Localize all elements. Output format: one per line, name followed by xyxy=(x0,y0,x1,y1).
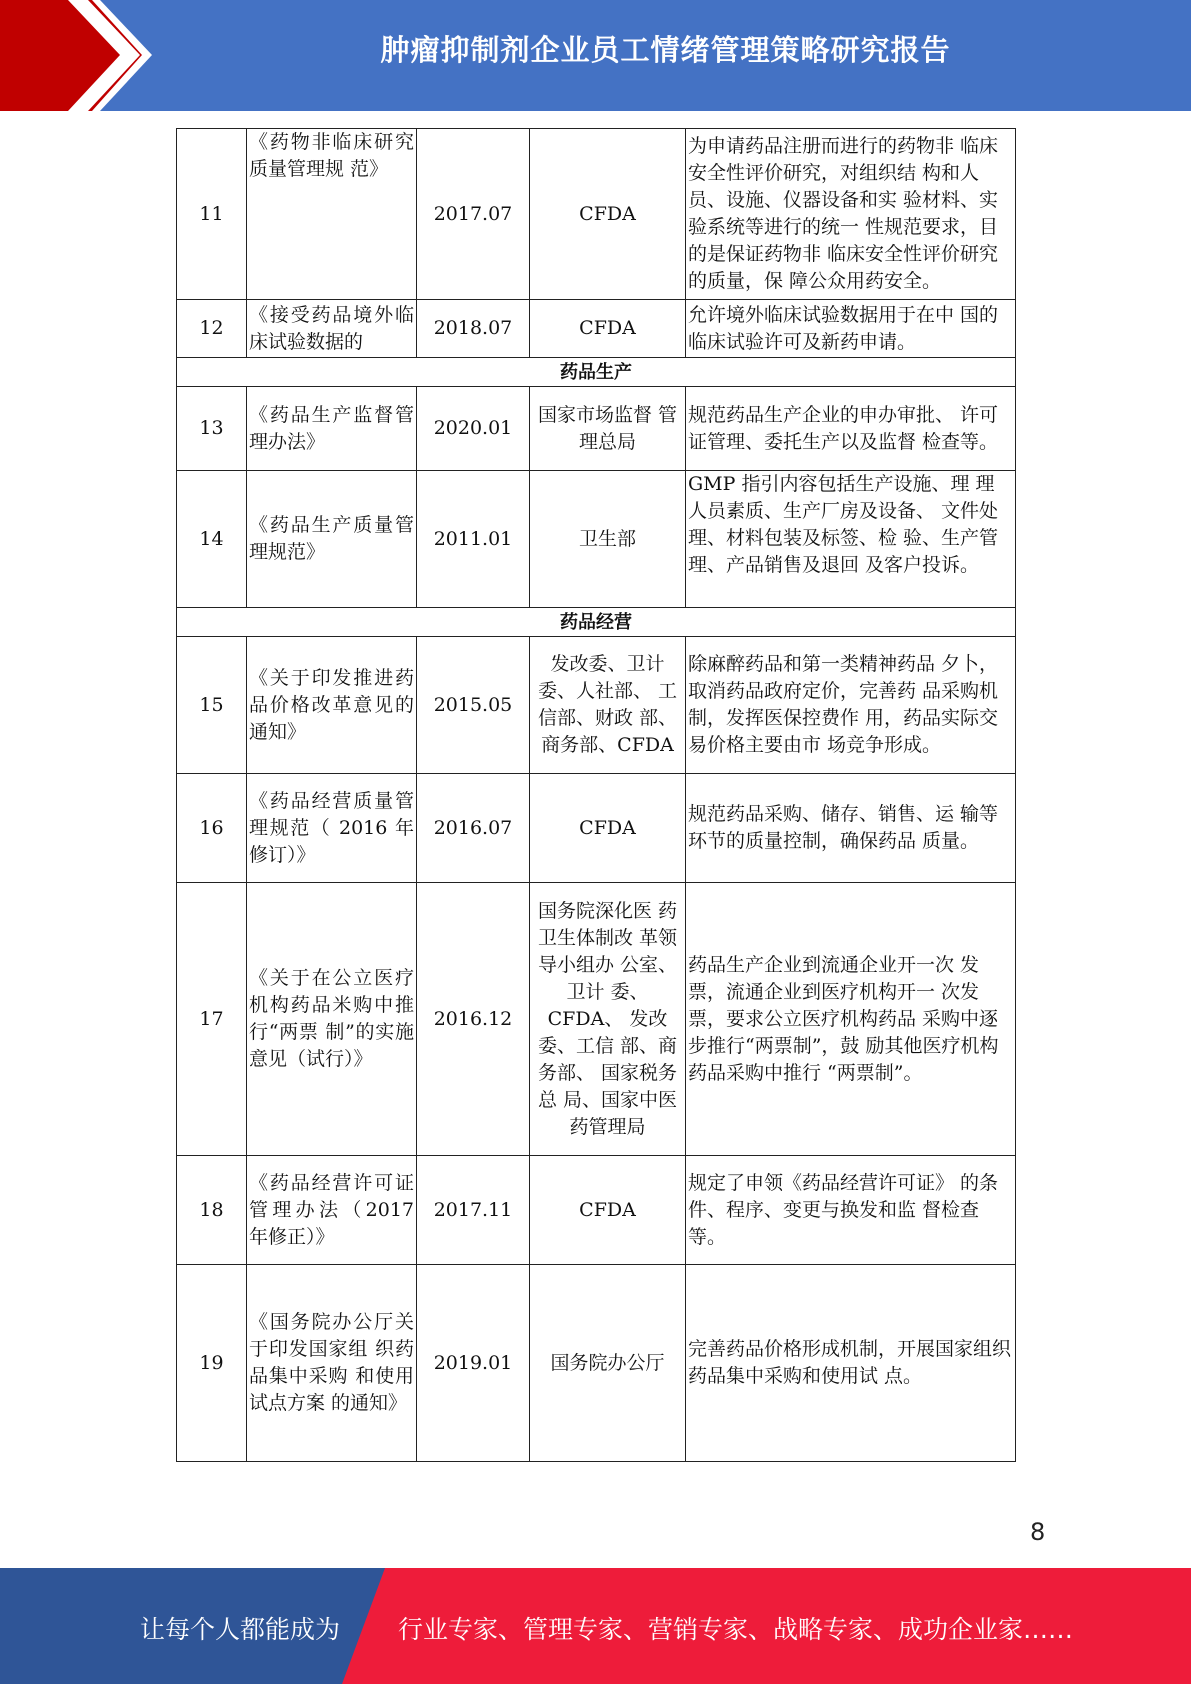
page-number: 8 xyxy=(1030,1518,1046,1546)
issue-date: 2019.01 xyxy=(417,1265,530,1462)
issue-date: 2020.01 xyxy=(417,387,530,471)
table-row xyxy=(177,129,1016,300)
policy-name: 《药品生产监督管理办法》 xyxy=(247,387,417,471)
footer-slogan-left: 让每个人都能成为 xyxy=(140,1615,341,1644)
policy-name: 《药物非临床研究质量管理规 范》 xyxy=(247,129,417,300)
issuing-agency: CFDA xyxy=(530,1156,686,1265)
policy-name: 《药品经营许可证管理办法（2017 年修正）》 xyxy=(247,1156,417,1265)
issue-date: 2017.07 xyxy=(417,129,530,300)
policy-description: 规范药品生产企业的申办审批、 许可证管理、委托生产以及监督 检查等。 xyxy=(686,387,1016,471)
footer-slogan-right: 行业专家、管理专家、营销专家、战略专家、成功企业家…… xyxy=(398,1615,1074,1644)
table-row xyxy=(177,471,1016,608)
issuing-agency: 卫生部 xyxy=(530,471,686,608)
section-row xyxy=(177,358,1016,387)
policy-description: 规范药品采购、储存、销售、运 输等环节的质量控制，确保药品 质量。 xyxy=(686,774,1016,883)
policy-description: 药品生产企业到流通企业开一次 发票，流通企业到医疗机构开一 次发票，要求公立医疗机构药品 采购中逐步推行“两票制”，鼓 励其他医疗机构药品采购中推行 “两票制”。 xyxy=(686,883,1016,1156)
policy-name: 《药品经营质量管理规范（ 2016 年 修订）》 xyxy=(247,774,417,883)
issuing-agency: 国务院办公厅 xyxy=(530,1265,686,1462)
policy-description: GMP 指引内容包括生产设施、理 理人员素质、生产厂房及设备、 文件处理、材料包装及标签、检 验、生产管理、产品销售及退回 及客户投诉。 xyxy=(686,471,1016,608)
policy-description: 允许境外临床试验数据用于在中 国的临床试验许可及新药申请。 xyxy=(686,300,1016,358)
issue-date: 2016.07 xyxy=(417,774,530,883)
policy-table xyxy=(176,128,1016,1462)
policy-name: 《药品生产质量管理规范》 xyxy=(247,471,417,608)
section-header-production: 药品生产 xyxy=(177,358,1016,387)
issue-date: 2015.05 xyxy=(417,637,530,774)
row-number: 13 xyxy=(177,387,247,471)
issue-date: 2018.07 xyxy=(417,300,530,358)
row-number: 18 xyxy=(177,1156,247,1265)
policy-name: 《关于印发推进药品价格改革意见的通知》 xyxy=(247,637,417,774)
issuing-agency: CFDA xyxy=(530,300,686,358)
issue-date: 2011.01 xyxy=(417,471,530,608)
row-number: 16 xyxy=(177,774,247,883)
issue-date: 2016.12 xyxy=(417,883,530,1156)
policy-description: 完善药品价格形成机制，开展国家组织药品集中采购和使用试 点。 xyxy=(686,1265,1016,1462)
issuing-agency: 发改委、卫计委、人社部、 工信部、财政 部、商务部、CFDA xyxy=(530,637,686,774)
issuing-agency: CFDA xyxy=(530,774,686,883)
policy-name: 《国务院办公厅关于印发国家组 织药品集中采购 和使用试点方案 的通知》 xyxy=(247,1265,417,1462)
row-number: 14 xyxy=(177,471,247,608)
table-row xyxy=(177,300,1016,358)
page-header xyxy=(0,0,1191,111)
section-row xyxy=(177,608,1016,637)
page-footer xyxy=(0,1568,1191,1684)
row-number: 17 xyxy=(177,883,247,1156)
table-row xyxy=(177,1156,1016,1265)
row-number: 19 xyxy=(177,1265,247,1462)
table-row xyxy=(177,387,1016,471)
issue-date: 2017.11 xyxy=(417,1156,530,1265)
policy-description: 为申请药品注册而进行的药物非 临床安全性评价研究，对组织结 构和人员、设施、仪器设备和实 验材料、实验系统等进行的统一 性规范要求，目的是保证药物非 临床安全性评价研究的质量，保 障公众用药安全。 xyxy=(686,129,1016,300)
table-row xyxy=(177,774,1016,883)
issuing-agency: 国务院深化医 药卫生体制改 革领导小组办 公室、卫计 委、CFDA、 发改委、工信 部、商务部、 国家税务总 局、国家中医药管理局 xyxy=(530,883,686,1156)
policy-description: 规定了申领《药品经营许可证》 的条件、程序、变更与换发和监 督检查等。 xyxy=(686,1156,1016,1265)
policy-description: 除麻醉药品和第一类精神药品 夕卜，取消药品政府定价，完善药 品采购机制，发挥医保控费作 用，药品实际交易价格主要由市 场竞争形成。 xyxy=(686,637,1016,774)
row-number: 12 xyxy=(177,300,247,358)
report-title: 肿瘤抑制剂企业员工情绪管理策略研究报告 xyxy=(380,33,951,67)
table-row xyxy=(177,637,1016,774)
policy-name: 《关于在公立医疗机构药品米购中推行“两票 制”的实施意见（试行）》 xyxy=(247,883,417,1156)
section-header-distribution: 药品经营 xyxy=(177,608,1016,637)
table-row xyxy=(177,883,1016,1156)
row-number: 11 xyxy=(177,129,247,300)
row-number: 15 xyxy=(177,637,247,774)
table-row xyxy=(177,1265,1016,1462)
policy-name: 《接受药品境外临床试验数据的 xyxy=(247,300,417,358)
issuing-agency: CFDA xyxy=(530,129,686,300)
issuing-agency: 国家市场监督 管理总局 xyxy=(530,387,686,471)
